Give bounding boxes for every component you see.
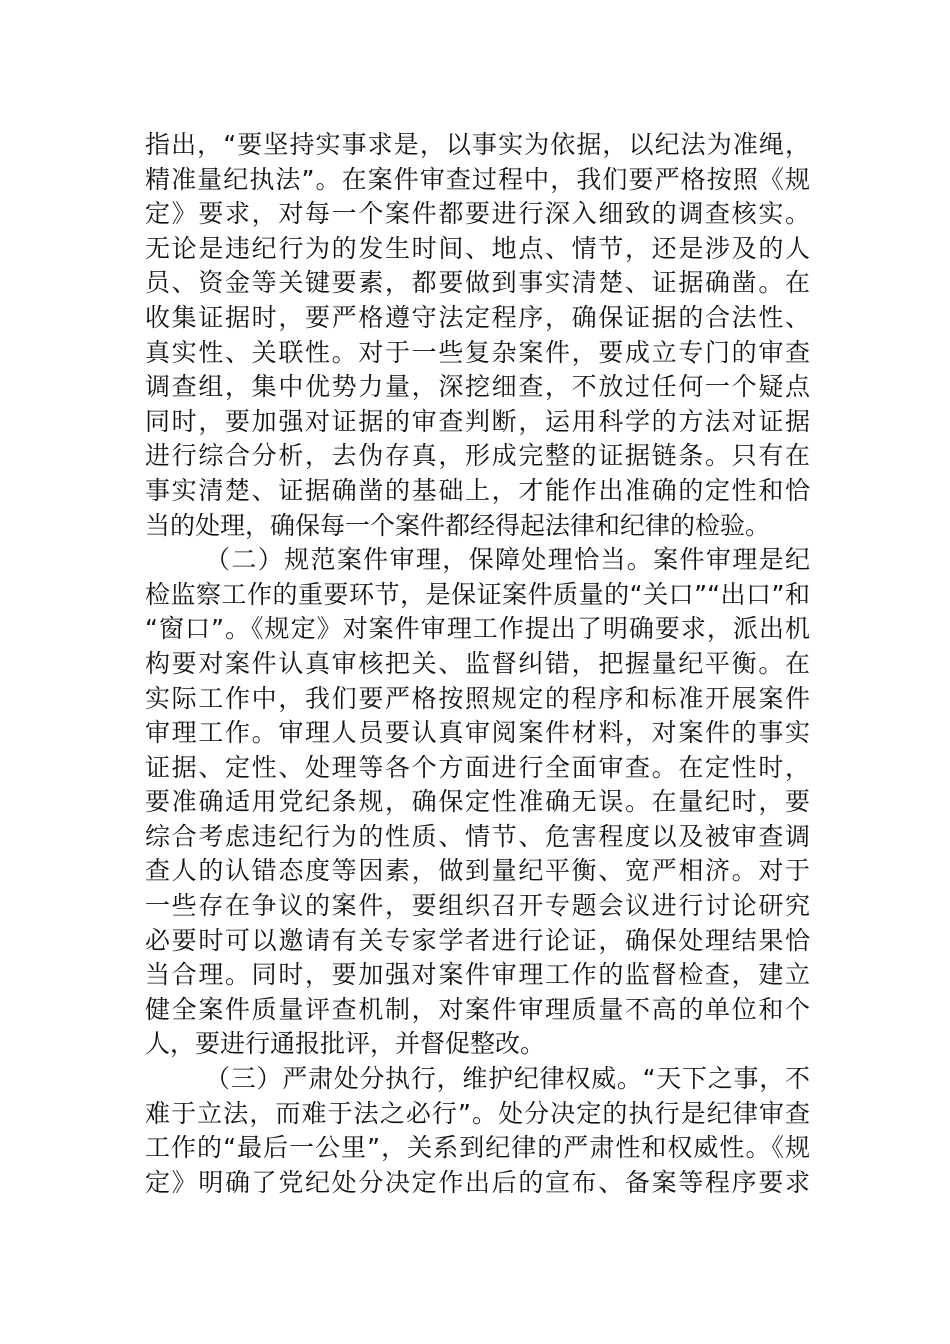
text-line: 构要对案件认真审核把关、监督纠错，把握量纪平衡。在 [145,648,810,678]
text-line: 同时，要加强对证据的审查判断，运用科学的方法对证据 [145,406,810,436]
text-line: “窗口”。《规定》对案件审理工作提出了明确要求，派出机 [145,614,810,644]
text-line: 难于立法，而难于法之必行”。处分决定的执行是纪律审查 [145,1098,810,1128]
text-line: 定》要求，对每一个案件都要进行深入细致的调查核实。 [145,199,810,229]
text-line: 综合考虑违纪行为的性质、情节、危害程度以及被审查调 [145,821,810,851]
text-line: 进行综合分析，去伪存真，形成完整的证据链条。只有在 [145,441,810,471]
text-line: 员、资金等关键要素，都要做到事实清楚、证据确凿。在 [145,268,810,298]
text-line: 指出，“要坚持实事求是，以事实为依据，以纪法为准绳， [145,130,810,159]
paragraph-first-line: （三）严肃处分执行，维护纪律权威。“天下之事，不 [205,1064,810,1094]
text-line: 定》明确了党纪处分决定作出后的宣布、备案等程序要求 [145,1167,810,1197]
text-line: 证据、定性、处理等各个方面进行全面审查。在定性时， [145,752,810,782]
text-line: 一些存在争议的案件，要组织召开专题会议进行讨论研究 [145,891,810,921]
text-line: 要准确适用党纪条规，确保定性准确无误。在量纪时，要 [145,787,810,817]
text-line: 精准量纪执法”。在案件审查过程中，我们要严格按照《规 [145,164,810,194]
text-line: 工作的“最后一公里”，关系到纪律的严肃性和权威性。《规 [145,1133,810,1163]
text-line: 真实性、关联性。对于一些复杂案件，要成立专门的审查 [145,337,810,367]
text-line: 实际工作中，我们要严格按照规定的程序和标准开展案件 [145,683,810,713]
text-line: 人，要进行通报批评，并督促整改。 [145,1029,546,1059]
text-line: 无论是违纪行为的发生时间、地点、情节，还是涉及的人 [145,233,810,263]
text-line: 检监察工作的重要环节，是保证案件质量的“关口”“出口”和 [145,579,810,609]
text-line: 当合理。同时，要加强对案件审理工作的监督检查，建立 [145,960,810,990]
text-line: 当的处理，确保每一个案件都经得起法律和纪律的检验。 [145,510,771,540]
paragraph-first-line: （二）规范案件审理，保障处理恰当。案件审理是纪 [205,545,810,575]
text-line: 事实清楚、证据确凿的基础上，才能作出准确的定性和恰 [145,475,810,505]
text-line: 收集证据时，要严格遵守法定程序，确保证据的合法性、 [145,302,810,332]
text-line: 查人的认错态度等因素，做到量纪平衡、宽严相济。对于 [145,856,810,886]
text-line: 审理工作。审理人员要认真审阅案件材料，对案件的事实 [145,718,810,748]
document-body [145,128,810,1200]
text-line: 健全案件质量评查机制，对案件审理质量不高的单位和个 [145,994,810,1024]
text-line: 调查组，集中优势力量，深挖细查，不放过任何一个疑点 [145,372,810,402]
text-line: 必要时可以邀请有关专家学者进行论证，确保处理结果恰 [145,925,810,955]
